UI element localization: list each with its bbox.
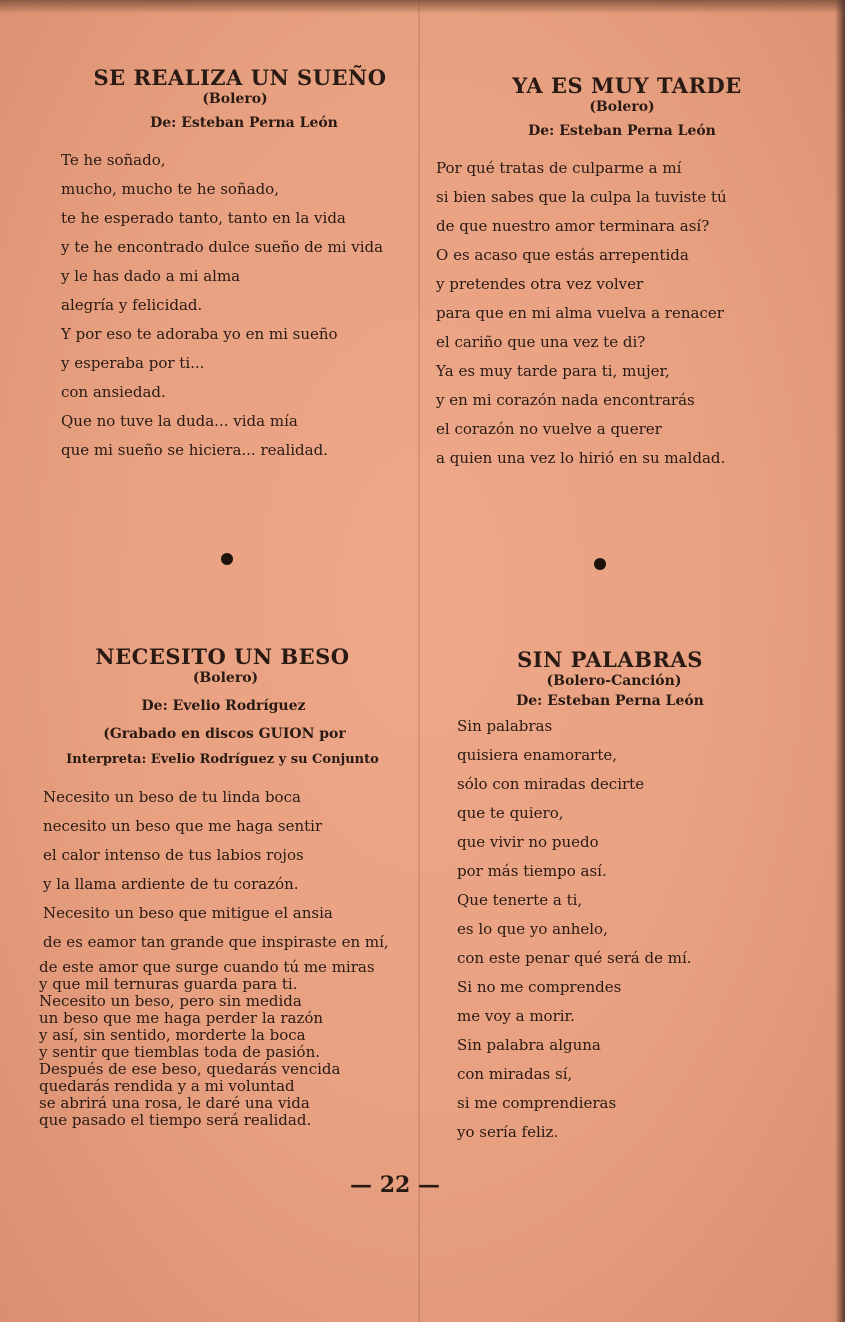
lyric-line: un beso que me haga perder la razón <box>39 1009 324 1027</box>
song-genre: (Bolero-Canción) <box>546 673 682 689</box>
page-number: — 22 — <box>350 1172 440 1198</box>
lyric-line: necesito un beso que me haga sentir <box>43 817 323 835</box>
lyric-line: y en mi corazón nada encontrarás <box>436 391 695 409</box>
lyric-line: si me comprendieras <box>457 1094 617 1112</box>
lyric-line: y esperaba por ti... <box>61 354 205 372</box>
lyric-line: Que no tuve la duda... vida mía <box>61 412 298 430</box>
lyric-line: el cariño que una vez te di? <box>436 333 646 351</box>
lyric-line: Te he soñado, <box>61 151 166 169</box>
page-fold <box>418 0 420 1322</box>
song-sin-palabras <box>445 648 775 1147</box>
lyric-line: de es eamor tan grande que inspiraste en mí, <box>43 933 389 951</box>
song-credit: De: Evelio Rodríguez <box>141 698 306 714</box>
lyric-line: de que nuestro amor terminara así? <box>436 217 710 235</box>
lyric-line: por más tiempo así. <box>457 862 607 880</box>
lyric-line: O es acaso que estás arrepentida <box>436 246 689 264</box>
lyric-line: que mi sueño se hiciera... realidad. <box>61 441 328 459</box>
lyric-line: Necesito un beso de tu linda boca <box>43 788 301 806</box>
song-title: NECESITO UN BESO <box>95 644 350 669</box>
page-edge-right <box>835 0 845 1322</box>
lyric-line: con ansiedad. <box>61 383 166 401</box>
page-edge-top <box>0 0 845 14</box>
lyric-line: que vivir no puedo <box>457 833 599 851</box>
lyric-line: y que mil ternuras guarda para ti. <box>39 975 298 993</box>
song-credit: De: Esteban Perna León <box>150 115 338 131</box>
lyric-line: mucho, mucho te he soñado, <box>61 180 279 198</box>
song-credit: De: Esteban Perna León <box>516 693 704 709</box>
lyric-line: sólo con miradas decirte <box>457 775 645 793</box>
lyric-line: Sin palabras <box>457 717 553 735</box>
lyric-line: me voy a morir. <box>457 1007 575 1025</box>
lyric-line: con este penar qué será de mí. <box>457 949 692 967</box>
lyric-line: para que en mi alma vuelva a renacer <box>436 304 724 322</box>
song-credit: De: Esteban Perna León <box>528 123 716 139</box>
song-lyrics <box>35 783 410 957</box>
lyric-line: Por qué tratas de culparme a mí <box>436 159 682 177</box>
lyric-line: Sin palabra alguna <box>457 1036 601 1054</box>
song-title: YA ES MUY TARDE <box>512 73 742 98</box>
lyric-line: Necesito un beso que mitigue el ansia <box>43 904 333 922</box>
song-recording-note: (Grabado en discos GUION por <box>103 726 346 742</box>
song-genre: (Bolero) <box>202 91 268 107</box>
song-lyrics <box>55 146 415 465</box>
lyric-line: que pasado el tiempo será realidad. <box>39 1111 312 1129</box>
song-lyrics-compact <box>35 959 410 1129</box>
lyric-line: alegría y felicidad. <box>61 296 203 314</box>
lyric-line: Ya es muy tarde para ti, mujer, <box>436 362 670 380</box>
separator-dot <box>594 558 606 570</box>
song-lyrics <box>432 154 812 473</box>
lyric-line: el corazón no vuelve a querer <box>436 420 662 438</box>
lyric-line: y sentir que tiemblas toda de pasión. <box>39 1043 321 1061</box>
lyric-line: yo sería feliz. <box>457 1123 559 1141</box>
lyric-line: Necesito un beso, pero sin medida <box>39 992 302 1010</box>
song-title: SIN PALABRAS <box>517 647 703 672</box>
lyric-line: Después de ese beso, quedarás vencida <box>39 1060 341 1078</box>
song-necesito-un-beso <box>35 645 410 1129</box>
lyric-line: que te quiero, <box>457 804 564 822</box>
lyric-line: con miradas sí, <box>457 1065 573 1083</box>
lyric-line: es lo que yo anhelo, <box>457 920 608 938</box>
song-ya-es-muy-tarde <box>432 74 812 473</box>
lyric-line: a quien una vez lo hirió en su maldad. <box>436 449 726 467</box>
lyric-line: quisiera enamorarte, <box>457 746 618 764</box>
song-genre: (Bolero) <box>192 670 259 686</box>
lyric-line: Y por eso te adoraba yo en mi sueño <box>61 325 338 343</box>
lyric-line: y le has dado a mi alma <box>61 267 241 285</box>
lyric-line: de este amor que surge cuando tú me miras <box>39 958 375 976</box>
lyric-line: se abrirá una rosa, le daré una vida <box>39 1094 310 1112</box>
lyric-line: el calor intenso de tus labios rojos <box>43 846 304 864</box>
song-lyrics <box>445 712 775 1147</box>
lyric-line: y así, sin sentido, morderte la boca <box>39 1026 306 1044</box>
song-se-realiza-un-sueno <box>55 66 415 465</box>
separator-dot <box>221 553 233 565</box>
lyric-line: Que tenerte a ti, <box>457 891 583 909</box>
lyric-line: y te he encontrado dulce sueño de mi vida <box>61 238 384 256</box>
lyric-line: quedarás rendida y a mi voluntad <box>39 1077 295 1095</box>
lyric-line: y la llama ardiente de tu corazón. <box>43 875 299 893</box>
lyric-line: y pretendes otra vez volver <box>436 275 644 293</box>
lyric-line: te he esperado tanto, tanto en la vida <box>61 209 346 227</box>
lyric-line: Si no me comprendes <box>457 978 622 996</box>
lyric-line: si bien sabes que la culpa la tuviste tú <box>436 188 727 206</box>
song-genre: (Bolero) <box>589 99 655 115</box>
song-title: SE REALIZA UN SUEÑO <box>93 65 387 90</box>
song-performer: Interpreta: Evelio Rodríguez y su Conjunto <box>66 752 379 767</box>
